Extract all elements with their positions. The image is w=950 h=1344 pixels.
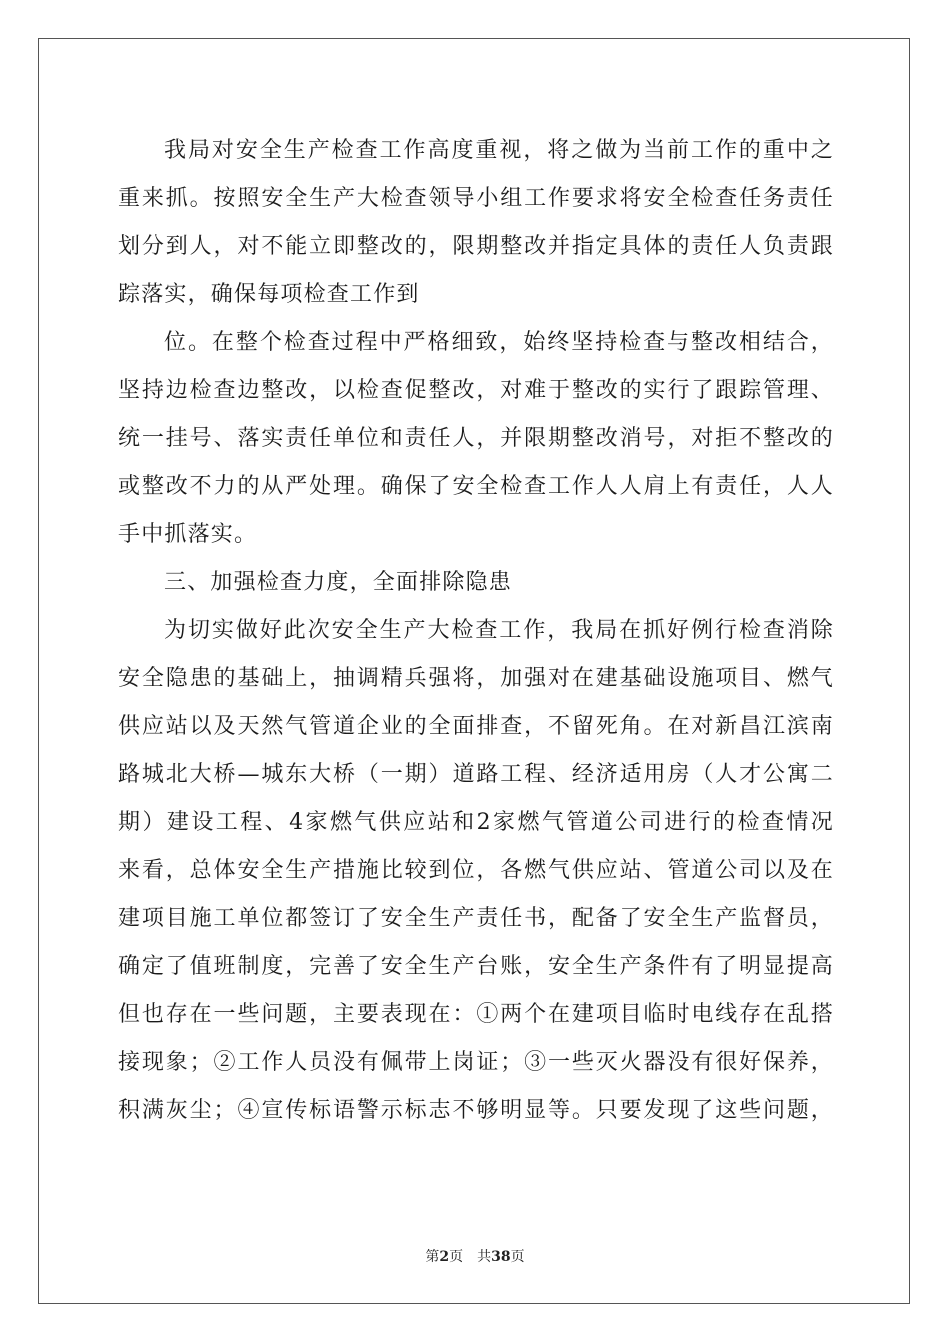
text-line: 确定了值班制度，完善了安全生产台账，安全生产条件有了明显提高: [118, 954, 834, 979]
section-heading: 三、加强检查力度，全面排除隐患: [164, 570, 513, 595]
page-number-prefix: 第: [425, 1249, 440, 1265]
text-line: 接现象；②工作人员没有佩带上岗证；③一些灭火器没有很好保养，: [118, 1050, 834, 1075]
text-line: 我局对安全生产检查工作高度重视，将之做为当前工作的重中之: [164, 138, 834, 163]
text-line: 供应站以及天然气管道企业的全面排查，不留死角。在对新昌江滨南: [118, 714, 834, 739]
text-line: 划分到人，对不能立即整改的，限期整改并指定具体的责任人负责跟: [118, 234, 834, 259]
text-line: 为切实做好此次安全生产大检查工作，我局在抓好例行检查消除: [164, 618, 834, 643]
page-footer: [0, 1246, 950, 1266]
text-line: 建项目施工单位都签订了安全生产责任书，配备了安全生产监督员，: [118, 906, 834, 931]
text-line: 重来抓。按照安全生产大检查领导小组工作要求将安全检查任务责任: [118, 186, 834, 211]
text-line: 来看，总体安全生产措施比较到位，各燃气供应站、管道公司以及在: [118, 858, 834, 883]
total-pages-prefix: 共: [477, 1249, 492, 1265]
text-line: 路城北大桥—城东大桥（一期）道路工程、经济适用房（人才公寓二: [118, 762, 834, 787]
text-line: 安全隐患的基础上，抽调精兵强将，加强对在建基础设施项目、燃气: [118, 666, 834, 691]
total-pages-suffix: 页: [510, 1249, 525, 1265]
text-line: 积满灰尘；④宣传标语警示标志不够明显等。只要发现了这些问题，: [118, 1098, 834, 1123]
document-body: [118, 127, 834, 1135]
text-line: 或整改不力的从严处理。确保了安全检查工作人人肩上有责任，人人: [118, 474, 834, 499]
total-pages: 38: [491, 1249, 511, 1265]
text-line: 踪落实，确保每项检查工作到: [118, 282, 420, 307]
page-number-suffix: 页: [449, 1249, 464, 1265]
text-line: 位。在整个检查过程中严格细致，始终坚持检查与整改相结合，: [164, 330, 834, 355]
text-line: 手中抓落实。: [118, 522, 258, 547]
text-line: 期）建设工程、4家燃气供应站和2家燃气管道公司进行的检查情况: [118, 810, 834, 835]
text-line: 但也存在一些问题，主要表现在：①两个在建项目临时电线存在乱搭: [118, 1002, 834, 1027]
page-number: 2: [439, 1249, 450, 1265]
text-line: 统一挂号、落实责任单位和责任人，并限期整改消号，对拒不整改的: [118, 426, 834, 451]
text-line: 坚持边检查边整改，以检查促整改，对难于整改的实行了跟踪管理、: [118, 378, 834, 403]
